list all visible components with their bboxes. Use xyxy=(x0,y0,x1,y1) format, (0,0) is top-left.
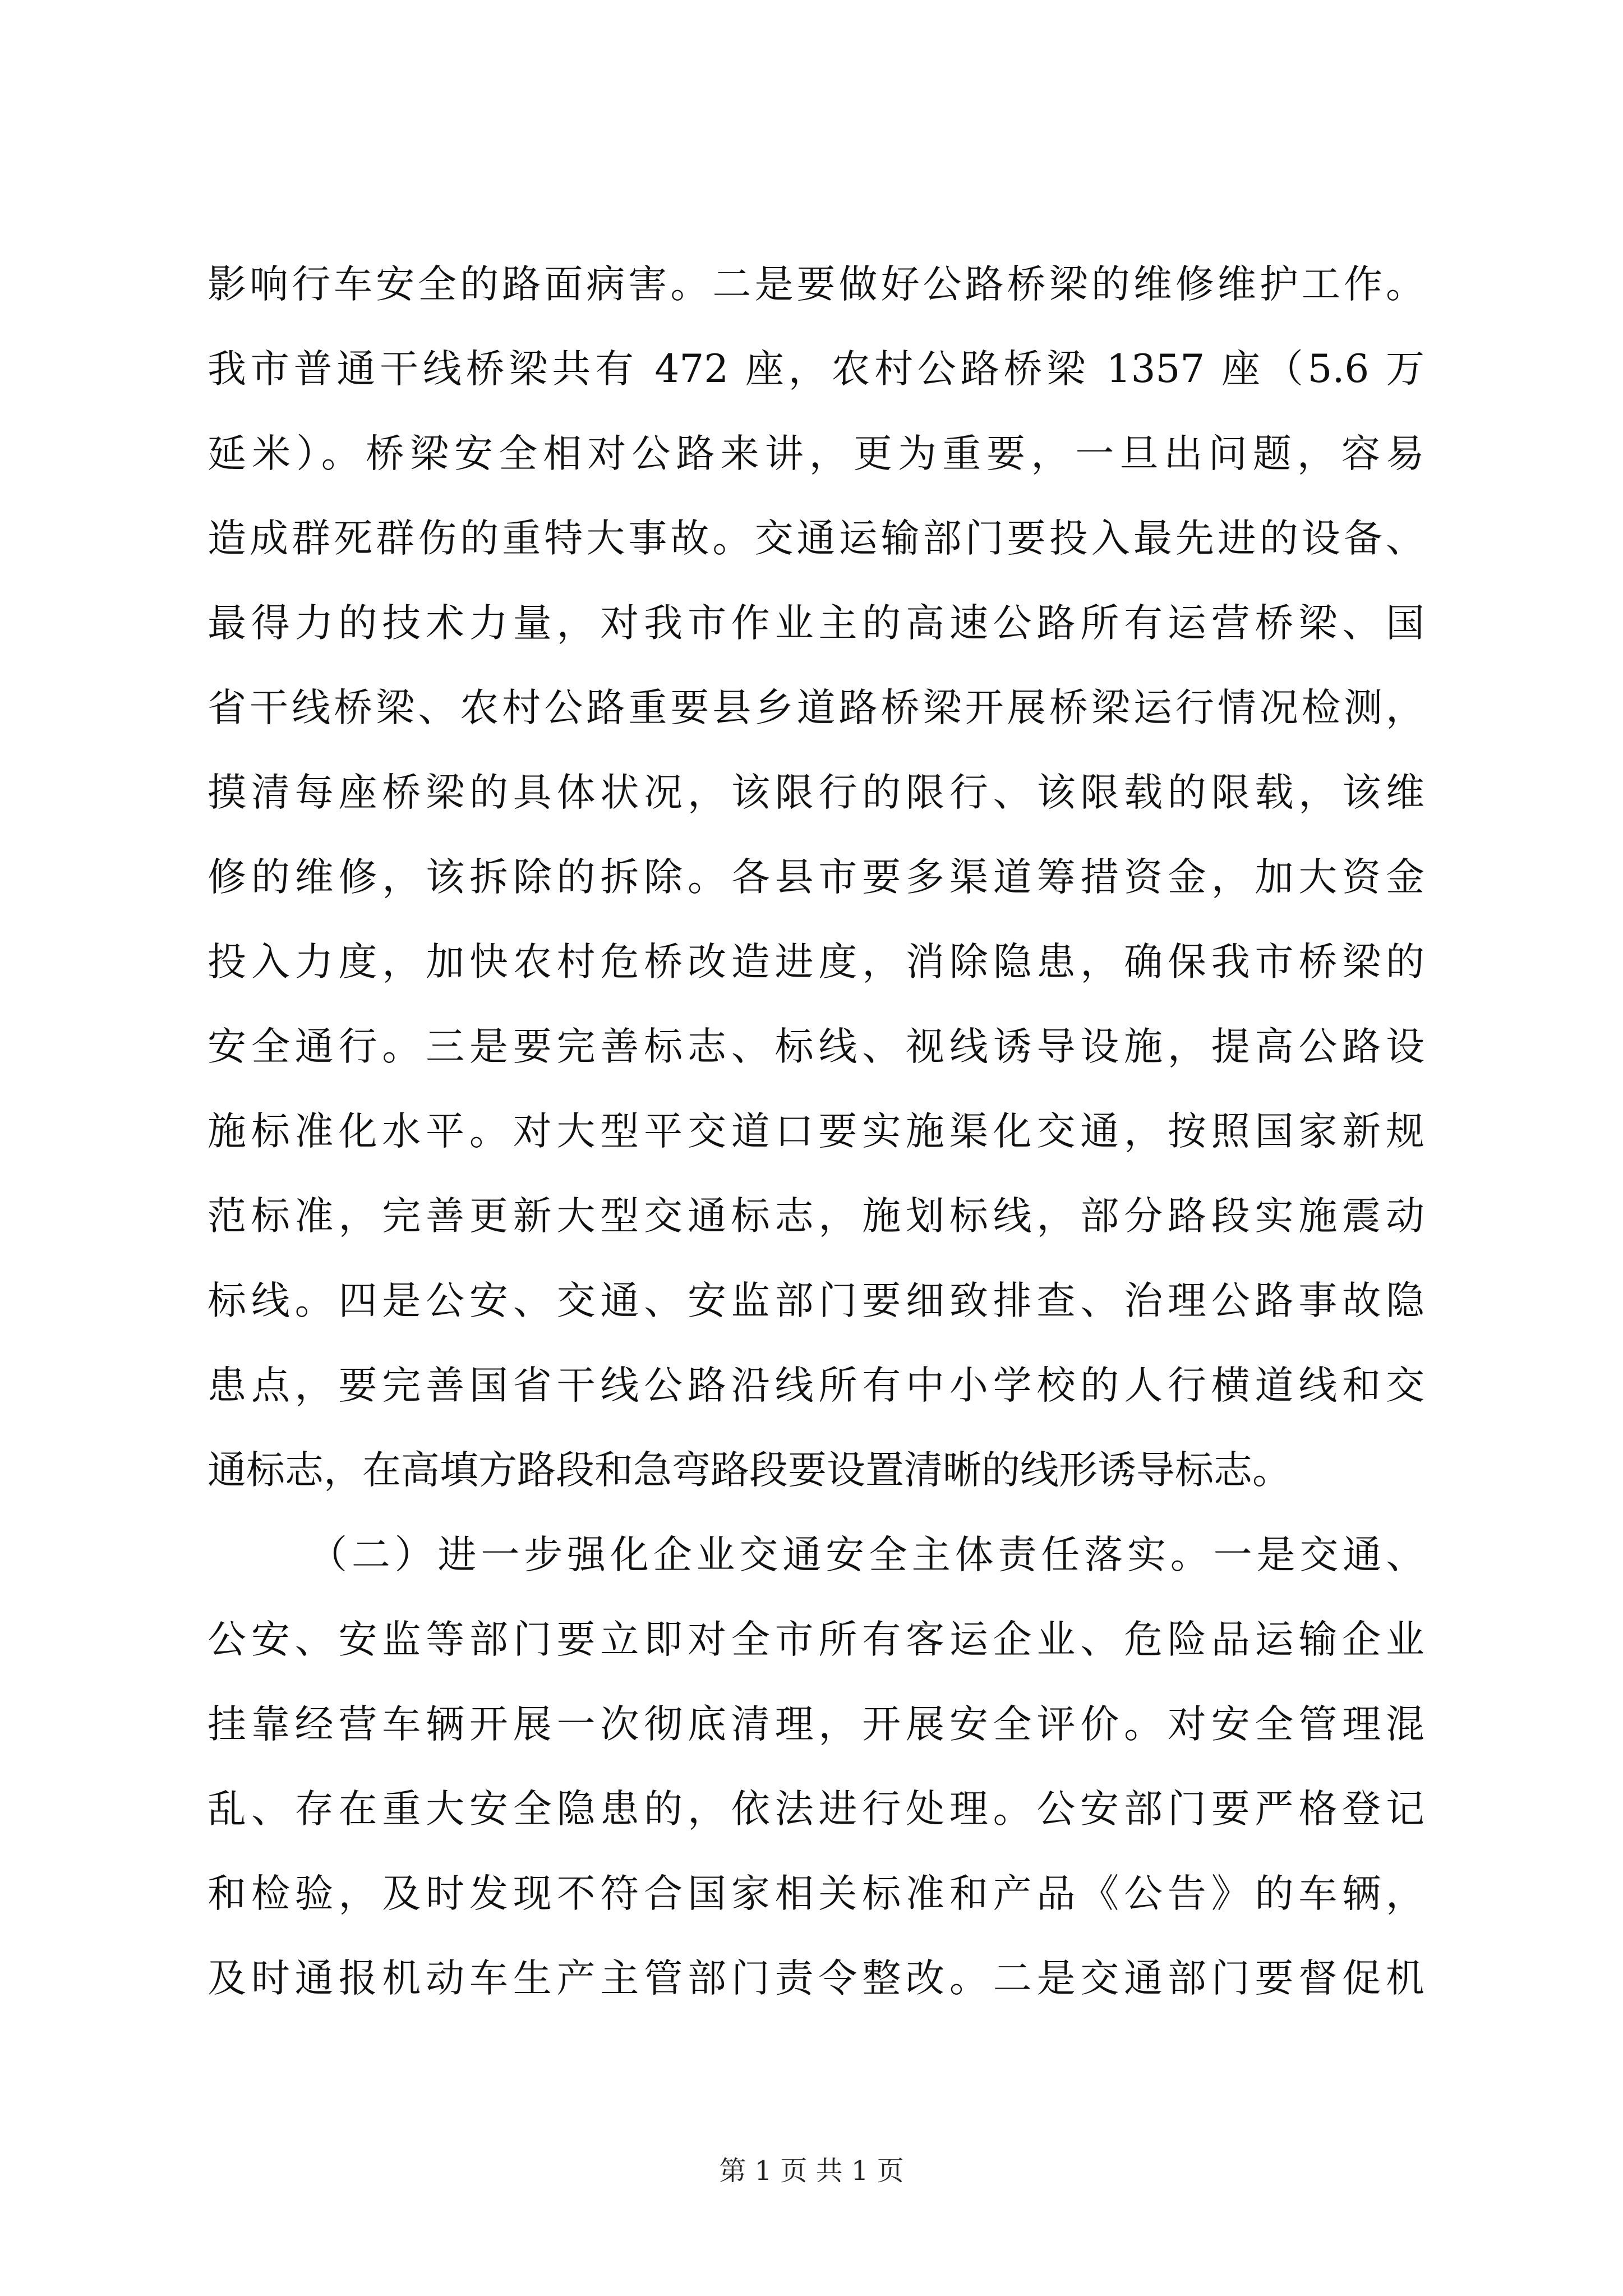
text-line: 摸清每座桥梁的具体状况，该限行的限行、该限载的限载，该维 xyxy=(208,770,1424,815)
section-heading-line: （二）进一步强化企业交通安全主体责任落实。一是交通、 xyxy=(308,1533,1424,1577)
page-footer: 第 1 页 共 1 页 xyxy=(719,2155,904,2187)
body-text xyxy=(208,242,1424,2021)
text-line: 修的维修，该拆除的拆除。各县市要多渠道筹措资金，加大资金 xyxy=(208,855,1424,900)
text-line: 投入力度，加快农村危桥改造进度，消除隐患，确保我市桥梁的 xyxy=(208,940,1424,984)
text-line: 安全通行。三是要完善标志、标线、视线诱导设施，提高公路设 xyxy=(208,1024,1424,1069)
text-line: 通标志，在高填方路段和急弯路段要设置清晰的线形诱导标志。 xyxy=(208,1448,1291,1493)
text-line: 及时通报机动车生产主管部门责令整改。二是交通部门要督促机 xyxy=(208,1956,1424,2001)
text-line: 影响行车安全的路面病害。二是要做好公路桥梁的维修维护工作。 xyxy=(208,262,1424,307)
text-line: 标线。四是公安、交通、安监部门要细致排查、治理公路事故隐 xyxy=(208,1278,1424,1323)
text-line: 造成群死群伤的重特大事故。交通运输部门要投入最先进的设备、 xyxy=(208,516,1424,561)
text-line: 乱、存在重大安全隐患的，依法进行处理。公安部门要严格登记 xyxy=(208,1787,1424,1832)
text-line: 和检验，及时发现不符合国家相关标准和产品《公告》的车辆， xyxy=(208,1871,1424,1916)
text-line: 延米）。桥梁安全相对公路来讲，更为重要，一旦出问题，容易 xyxy=(208,431,1424,476)
text-line: 我市普通干线桥梁共有 472 座，农村公路桥梁 1357 座（5.6 万 xyxy=(208,347,1424,392)
text-line: 公安、安监等部门要立即对全市所有客运企业、危险品运输企业 xyxy=(208,1617,1424,1662)
text-line: 省干线桥梁、农村公路重要县乡道路桥梁开展桥梁运行情况检测， xyxy=(208,685,1424,730)
text-line: 最得力的技术力量，对我市作业主的高速公路所有运营桥梁、国 xyxy=(208,601,1424,646)
text-line: 施标准化水平。对大型平交道口要实施渠化交通，按照国家新规 xyxy=(208,1109,1424,1154)
text-line: 范标准，完善更新大型交通标志，施划标线，部分路段实施震动 xyxy=(208,1194,1424,1239)
text-line: 患点，要完善国省干线公路沿线所有中小学校的人行横道线和交 xyxy=(208,1363,1424,1408)
text-line: 挂靠经营车辆开展一次彻底清理，开展安全评价。对安全管理混 xyxy=(208,1702,1424,1747)
